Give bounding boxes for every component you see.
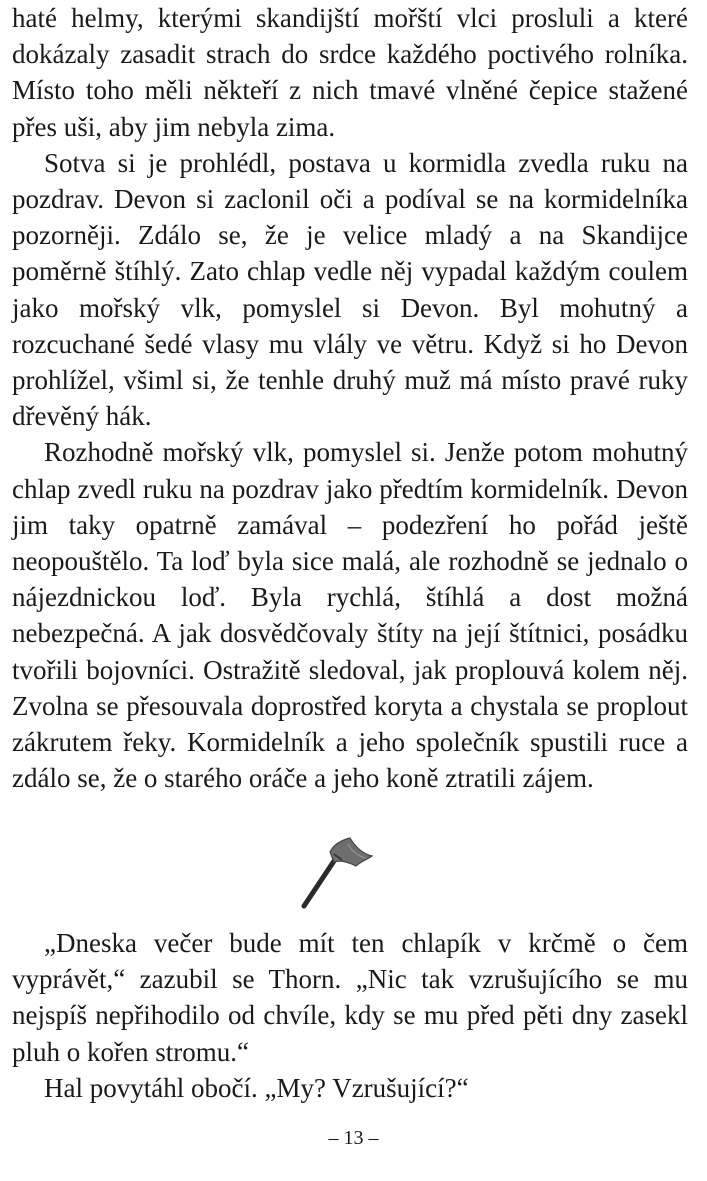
paragraph-3: Rozhodně mořský vlk, pomyslel si. Jenže potom mohutný chlap zvedl ruku na pozdrav jako předtím kormidelník. Devon jim taky opatrně zamával – podezření ho pořád ještě neopouštělo. Ta loď byla sice malá, ale rozhodně se jednalo o nájezdnickou loď. Byla rychlá, štíhlá a dost možná nebezpečná. A jak dosvědčovaly štíty na její štítnici, posádku tvořili bojovníci. Ostražitě sledoval, jak proplouvá kolem něj. Zvolna se přesouvala doprostřed koryta a chystala se proplout zákrutem řeky. Kormidelník a jeho společník spustili ruce a zdálo se, že o starého oráče a jeho koně ztratili zájem. [12,437,688,794]
paragraph-5: Hal povytáhl obočí. „My? Vzrušující?“ [44,1072,469,1103]
page-body [12,0,688,796]
page-number: – 13 – [328,1127,379,1149]
section-two [12,925,688,1106]
paragraph-2: Sotva si je prohlédl, postava u kormidla zvedla ruku na pozdrav. Devon si zaclonil oči a podíval se na kormidelníka pozorněji. Zdálo se, že je velice mladý a na Skandijce poměrně štíhlý. Zato chlap vedle něj vypadal každým coulem jako mořský vlk, pomyslel si Devon. Byl mohutný a rozcuchané šedé vlasy mu vlály ve větru. Když si ho Devon prohlížel, všiml si, že tenhle druhý muž má místo pravé ruky dřevěný hák. [12,147,688,432]
axe-icon [290,830,380,912]
paragraph-4: „Dneska večer bude mít ten chlapík v krčmě o čem vyprávět,“ zazubil se Thorn. „Nic tak vzrušujícího se mu nejspíš nepřihodilo od chvíle, kdy se mu před pěti dny zasekl pluh o kořen stromu.“ [12,928,688,1067]
paragraph-1: haté helmy, kterými skandijští mořští vlci prosluli a které dokázaly zasadit strach do srdce každého poctivého rolníka. Místo toho měli někteří z nich tmavé vlněné čepice stažené přes uši, aby jim nebyla zima. [12,3,688,142]
